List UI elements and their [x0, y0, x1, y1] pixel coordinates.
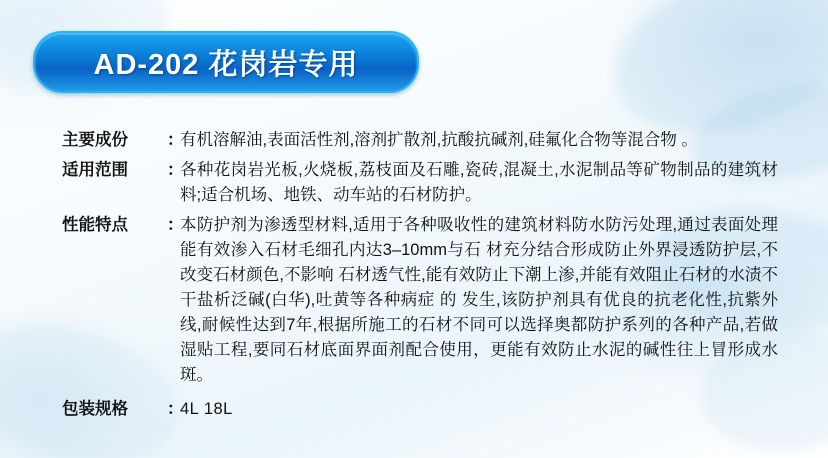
- spec-label-packaging: 包装规格: [62, 400, 128, 418]
- spec-row-scope: [62, 158, 778, 208]
- spec-row-packaging: [62, 397, 778, 422]
- product-title-banner: [33, 31, 419, 93]
- spec-value-ingredients: 有机溶解油,表面活性剂,溶剂扩散剂,抗酸抗碱剂,硅氟化合物等混合物 。: [180, 131, 698, 149]
- spec-colon: ：: [167, 400, 184, 418]
- spec-colon: ：: [167, 161, 184, 179]
- spec-row-ingredients: [62, 128, 778, 153]
- spec-colon: ：: [167, 216, 184, 234]
- spec-row-performance: [62, 213, 778, 388]
- spec-list: [62, 128, 778, 427]
- spec-value-scope: 各种花岗岩光板,火烧板,荔枝面及石雕,瓷砖,混凝土,水泥制品等矿物制品的建筑材料;适合机场、地铁、动车站的石材防护。: [180, 161, 778, 204]
- spec-label-ingredients: 主要成份: [62, 131, 128, 149]
- spec-label-performance: 性能特点: [62, 216, 128, 234]
- product-title: AD-202 花岗岩专用: [93, 48, 359, 81]
- spec-value-packaging: 4L 18L: [180, 400, 233, 418]
- spec-label-scope: 适用范围: [62, 161, 128, 179]
- spec-colon: ：: [167, 131, 184, 149]
- spec-value-performance: 本防护剂为渗透型材料,适用于各种吸收性的建筑材料防水防污处理,通过表面处理能有效渗入石材毛细孔内达3–10mm与石 材充分结合形成防止外界浸透防护层,不改变石材颜色,不影响 石材透气性,能有效防止下潮上渗,并能有效阻止石材的水渍不干盐析泛碱(白华),吐黄等各种病症 的 发生,该防护剂具有优良的抗老化性,抗紫外线,耐候性达到7年,根据所施工的石材不同可以选择奥都防护系列的各种产品,若做湿贴工程,要同石材底面界面剂配合使用，更能有效防止水泥的碱性往上冒形成水斑。: [180, 216, 778, 384]
